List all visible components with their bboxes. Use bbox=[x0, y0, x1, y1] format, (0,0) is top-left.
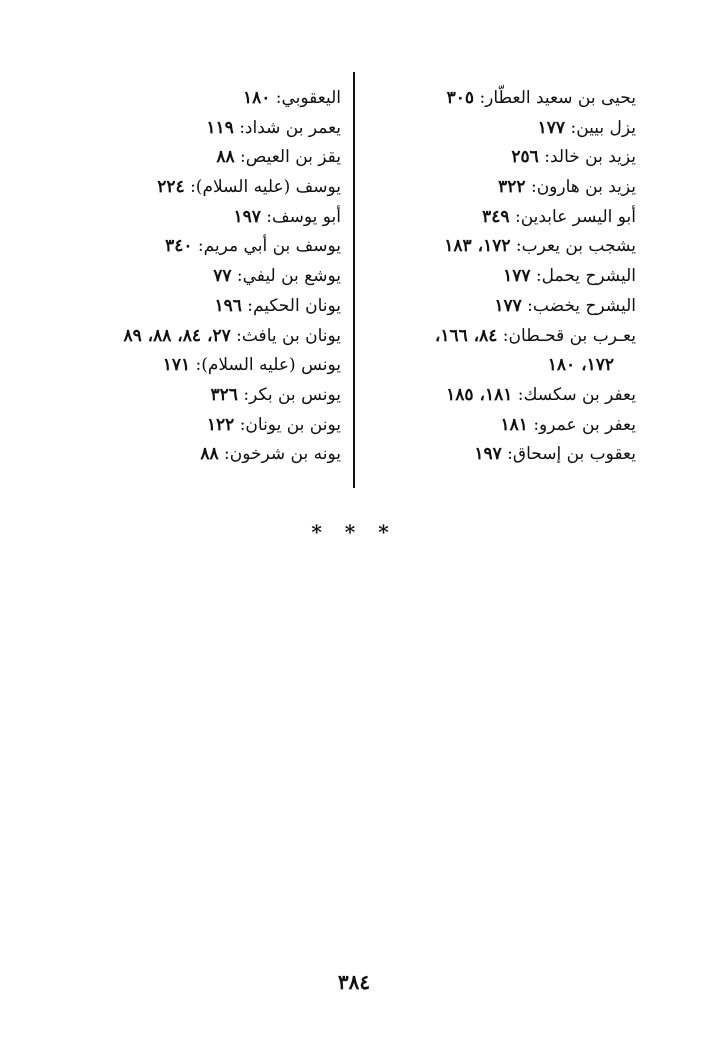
entry-name: يعمر بن شداد: bbox=[239, 117, 341, 138]
entry-name: أبو اليسر عابدين: bbox=[514, 206, 636, 227]
entry-name: يعقوب بن إسحاق: bbox=[507, 444, 636, 465]
entry-name: يعفر بن سكسك: bbox=[517, 384, 636, 405]
entry-pages: ١٧١ bbox=[162, 355, 191, 376]
entry-name: يونان الحكيم: bbox=[247, 295, 341, 316]
entry-pages: ١٧٧ bbox=[503, 266, 531, 287]
entry-name: يونس (عليه السلام): bbox=[195, 355, 341, 376]
entry-name: يونس بن بكر: bbox=[243, 384, 341, 405]
entry-pages: ٧٧ bbox=[213, 266, 232, 287]
entry-name: يزيد بن خالد: bbox=[544, 147, 636, 168]
entry-name: يونن بن يونان: bbox=[239, 414, 341, 435]
entry-pages: ١٨١ bbox=[500, 414, 528, 435]
entry-pages: ٢٥٦ bbox=[511, 147, 539, 168]
entry-pages: ١٢٢ bbox=[206, 414, 235, 435]
entry-name: يوشع بن ليفي: bbox=[236, 266, 341, 287]
entry-pages: ٨٤، ١٦٦، bbox=[434, 325, 498, 346]
entry-pages: ٨٨ bbox=[216, 147, 235, 168]
entry-pages: ٣٤٩ bbox=[482, 206, 510, 227]
index-entry bbox=[346, 262, 636, 292]
entry-name: يزيد بن هارون: bbox=[530, 177, 636, 198]
index-entry bbox=[346, 203, 636, 233]
index-entry bbox=[51, 262, 341, 292]
entry-pages: ١٧٢، ١٨٣ bbox=[444, 236, 511, 257]
index-entry bbox=[51, 84, 341, 114]
index-entry-continuation bbox=[346, 351, 636, 381]
entry-pages: ٢٧، ٨٤، ٨٨، ٨٩ bbox=[123, 325, 231, 346]
entry-pages: ١٩٦ bbox=[214, 295, 242, 316]
index-entry bbox=[346, 114, 636, 144]
entry-pages: ٣٠٥ bbox=[446, 88, 475, 108]
entry-name: اليشرح يحمل: bbox=[535, 266, 636, 287]
index-entry bbox=[51, 203, 341, 233]
index-entry bbox=[346, 173, 636, 203]
entry-name: يقز بن العيص: bbox=[240, 147, 341, 168]
page-number: ٣٨٤ bbox=[337, 970, 371, 994]
entry-pages: ٣٢٦ bbox=[210, 384, 238, 405]
entry-name: اليعقوبي: bbox=[275, 88, 341, 108]
index-column-right bbox=[346, 84, 636, 470]
entry-name: اليشرح يخضب: bbox=[527, 295, 636, 316]
index-entry bbox=[51, 411, 341, 441]
column-divider bbox=[353, 72, 355, 488]
index-entry bbox=[346, 411, 636, 441]
index-entry bbox=[346, 84, 636, 114]
entry-pages: ٢٢٤ bbox=[157, 177, 185, 198]
entry-name: يعـرب بن قحـطان: bbox=[502, 325, 636, 346]
entry-name: يحيى بن سعيد العطّار: bbox=[479, 88, 636, 108]
entry-pages: ٣٢٢ bbox=[498, 177, 526, 198]
entry-pages: ١٧٧ bbox=[537, 117, 566, 138]
index-entry bbox=[51, 351, 341, 381]
entry-name: يزل بيين: bbox=[570, 117, 636, 138]
index-entry bbox=[51, 143, 341, 173]
index-entry bbox=[346, 322, 636, 352]
entry-name: يوسف بن أبي مريم: bbox=[197, 236, 341, 257]
index-entry bbox=[346, 143, 636, 173]
index-entry bbox=[51, 292, 341, 322]
index-entry bbox=[51, 381, 341, 411]
entry-name: يشجب بن يعرب: bbox=[515, 236, 636, 257]
index-entry bbox=[346, 381, 636, 411]
index-entry bbox=[51, 173, 341, 203]
entry-name: أبو يوسف: bbox=[266, 206, 341, 227]
entry-name: يونه بن شرخون: bbox=[224, 444, 341, 465]
entry-pages: ٨٨ bbox=[200, 444, 219, 465]
entry-pages: ٣٤٠ bbox=[165, 236, 193, 257]
index-column-left bbox=[51, 84, 341, 470]
entry-name: يونان بن يافث: bbox=[236, 325, 341, 346]
index-entry bbox=[346, 440, 636, 470]
index-entry bbox=[346, 232, 636, 262]
entry-name: يعفر بن عمرو: bbox=[533, 414, 636, 435]
entry-pages: ١٧٢، ١٨٠ bbox=[547, 355, 614, 376]
index-entry bbox=[346, 292, 636, 322]
index-entry bbox=[51, 440, 341, 470]
entry-pages: ١٨٠ bbox=[242, 88, 271, 108]
section-separator: * * * bbox=[311, 520, 397, 544]
entry-name: يوسف (عليه السلام): bbox=[190, 177, 341, 198]
entry-pages: ١٧٧ bbox=[494, 295, 522, 316]
entry-pages: ١٨١، ١٨٥ bbox=[446, 384, 513, 405]
index-entry bbox=[51, 232, 341, 262]
index-entry bbox=[51, 322, 341, 352]
entry-pages: ١١٩ bbox=[206, 117, 234, 138]
entry-pages: ١٩٧ bbox=[474, 444, 502, 465]
index-entry bbox=[51, 114, 341, 144]
entry-pages: ١٩٧ bbox=[233, 206, 261, 227]
